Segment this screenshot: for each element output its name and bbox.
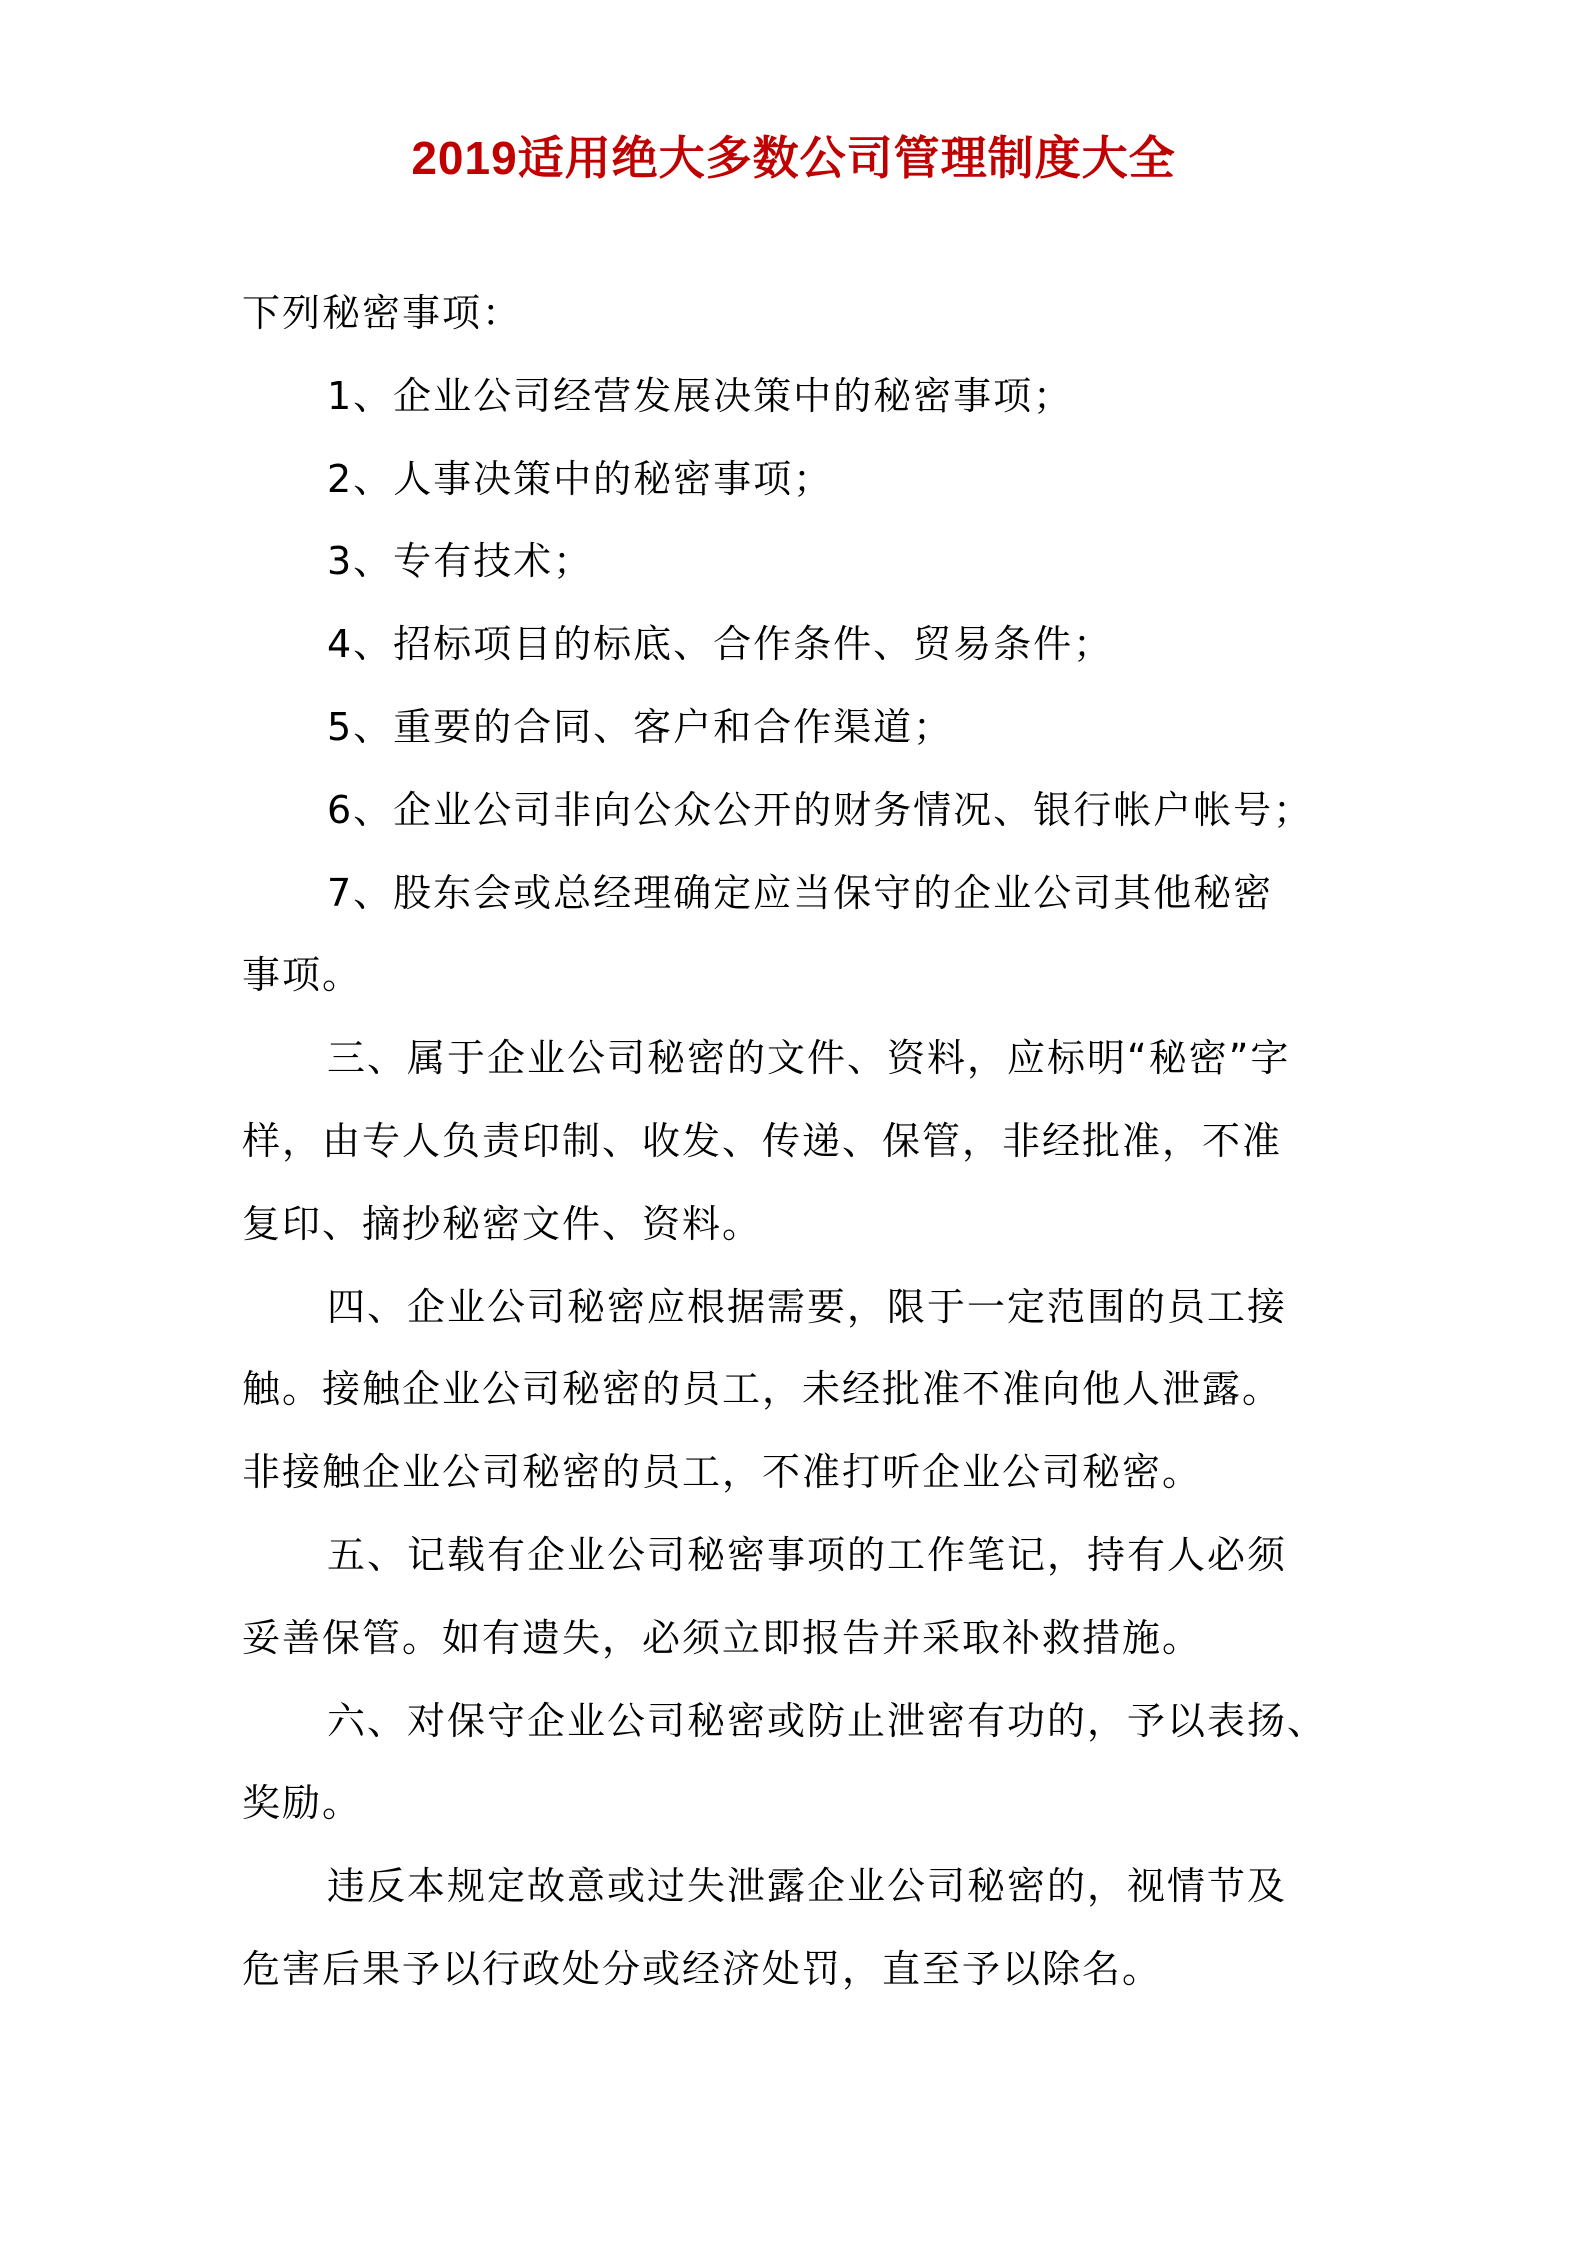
list-item-7: 7、股东会或总经理确定应当保守的企业公司其他秘密	[327, 871, 1274, 915]
text-line: 危害后果予以行政处分或经济处罚，直至予以除名。	[242, 1947, 1163, 1991]
paragraph-4: 四、企业公司秘密应根据需要，限于一定范围的员工接	[327, 1285, 1288, 1329]
text-line: 事项。	[242, 953, 363, 997]
text-line: 复印、摘抄秘密文件、资料。	[242, 1202, 763, 1246]
list-item-5: 5、重要的合同、客户和合作渠道；	[327, 705, 954, 749]
list-item-6: 6、企业公司非向公众公开的财务情况、银行帐户帐号；	[327, 788, 1314, 832]
text-line: 下列秘密事项：	[242, 291, 523, 335]
text-line: 奖励。	[242, 1781, 363, 1825]
text-line: 触。接触企业公司秘密的员工，未经批准不准向他人泄露。	[242, 1367, 1283, 1411]
text-line: 妥善保管。如有遗失，必须立即报告并采取补救措施。	[242, 1616, 1203, 1660]
text-line: 非接触企业公司秘密的员工，不准打听企业公司秘密。	[242, 1450, 1203, 1494]
text-line: 样，由专人负责印制、收发、传递、保管，非经批准，不准	[242, 1119, 1283, 1163]
list-item-2: 2、人事决策中的秘密事项；	[327, 457, 834, 501]
paragraph-5: 五、记载有企业公司秘密事项的工作笔记，持有人必须	[327, 1533, 1288, 1577]
list-item-3: 3、专有技术；	[327, 539, 594, 583]
list-item-1: 1、企业公司经营发展决策中的秘密事项；	[327, 374, 1074, 418]
list-item-4: 4、招标项目的标底、合作条件、贸易条件；	[327, 622, 1114, 666]
paragraph-3: 三、属于企业公司秘密的文件、资料，应标明“秘密”字	[327, 1036, 1291, 1080]
paragraph-6: 六、对保守企业公司秘密或防止泄密有功的，予以表扬、	[327, 1699, 1328, 1743]
paragraph-penalty: 违反本规定故意或过失泄露企业公司秘密的，视情节及	[327, 1864, 1288, 1908]
document-title: 2019适用绝大多数公司管理制度大全	[411, 132, 1176, 184]
